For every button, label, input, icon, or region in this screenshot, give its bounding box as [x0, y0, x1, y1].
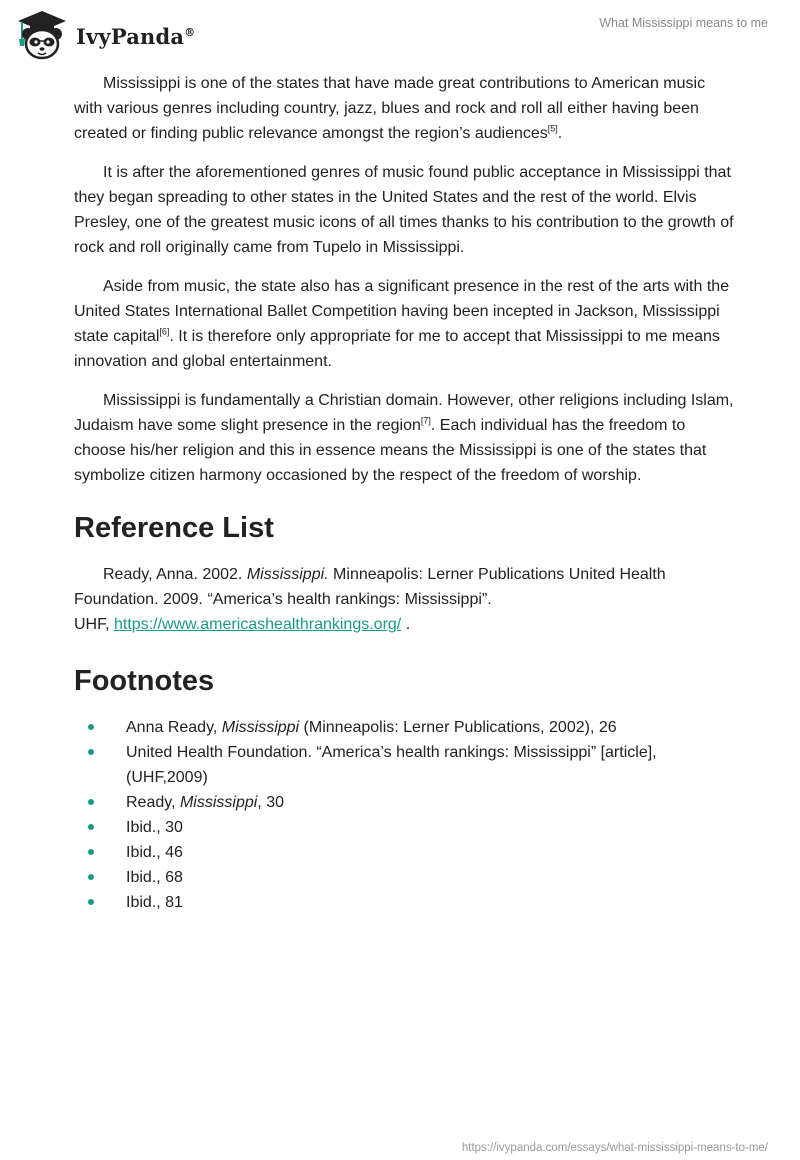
paragraph-text: Mississippi is fundamentally a Christian domain. However, other religions including Islam, Judaism have some slight presence in the region [74, 392, 734, 434]
registered-mark: ® [184, 25, 196, 39]
page-title: What Mississippi means to me [599, 16, 768, 30]
paragraph-elvis [74, 160, 734, 260]
footnote-text-end: (Minneapolis: Lerner Publications, 2002), 26 [299, 719, 617, 736]
footnote-italic: Mississippi [179, 794, 258, 811]
footnote-italic: Mississippi [221, 719, 300, 736]
footnote-text: Ibid., 46 [126, 844, 183, 861]
reference-text-end: . [401, 616, 411, 633]
bullet-dot-icon [88, 849, 94, 855]
reference-link[interactable]: https://www.americashealthrankings.org/ [114, 616, 402, 633]
panda-graduate-icon [14, 9, 70, 61]
paragraph-religion [74, 388, 734, 488]
footnote-text: Anna Ready, [126, 719, 222, 736]
bullet-dot-icon [88, 899, 94, 905]
footnote-ref-7[interactable]: [7] [420, 415, 431, 426]
footnote-ref-6[interactable]: [6] [159, 326, 170, 337]
page-url-footer[interactable]: https://ivypanda.com/essays/what-mississippi-means-to-me/ [461, 1142, 768, 1154]
footnote-item [74, 840, 734, 865]
footnote-text: Ready, [126, 794, 180, 811]
footnote-text: Ibid., 30 [126, 819, 183, 836]
footnote-item [74, 890, 734, 915]
reference-text: UHF, [74, 616, 114, 633]
footnote-item [74, 715, 734, 740]
reference-entry [74, 562, 734, 637]
footnote-text: Ibid., 81 [126, 894, 183, 911]
paragraph-text-end: . It is therefore only appropriate for me to accept that Mississippi to me means innovation and global entertainment. [74, 328, 720, 370]
brand-logo[interactable] [14, 9, 195, 61]
footnote-item [74, 865, 734, 890]
reference-book-title: Mississippi. [246, 566, 329, 583]
bullet-dot-icon [88, 874, 94, 880]
bullet-dot-icon [88, 724, 94, 730]
paragraph-text: Aside from music, the state also has a significant presence in the rest of the arts with the United States International Ballet Competition having been incepted in Jackson, Mississippi state capital [74, 278, 730, 345]
footnote-ref-5[interactable]: [5] [547, 123, 558, 134]
reference-text: Minneapolis: Lerner Publications United Health Foundation. 2009. “America’s health rankings: Mississippi”. [74, 566, 666, 608]
bullet-dot-icon [88, 749, 94, 755]
footnote-item [74, 740, 734, 790]
paragraph-music [74, 71, 734, 146]
page-header [0, 0, 800, 70]
paragraph-text: It is after the aforementioned genres of music found public acceptance in Mississippi that they began spreading to other states in the United States and the rest of the world. Elvis Presley, one of the greatest music icons of all times thanks to his contribution to the growth of rock and roll originally came from Tupelo in Mississippi. [74, 164, 734, 256]
footnote-text: Ibid., 68 [126, 869, 183, 886]
reference-text: Ready, Anna. 2002. [103, 566, 247, 583]
footnotes-heading: Footnotes [74, 665, 215, 697]
footnote-text: United Health Foundation. “America’s health rankings: Mississippi” [article], (UHF,2009) [126, 744, 657, 786]
essay-content [74, 71, 734, 915]
paragraph-text-end: . [557, 125, 563, 142]
brand-name [76, 24, 195, 49]
footnotes-list [74, 715, 734, 915]
bullet-dot-icon [88, 824, 94, 830]
paragraph-arts [74, 274, 734, 374]
footnote-text-end: , 30 [257, 794, 284, 811]
paragraph-text: Mississippi is one of the states that have made great contributions to American music with various genres including country, jazz, blues and rock and roll all either having been created or finding public relevance amongst the region’s audiences [74, 75, 706, 142]
brand-name-text: IvyPanda [76, 23, 185, 49]
footnote-item [74, 815, 734, 840]
reference-list-heading: Reference List [74, 512, 274, 544]
paragraph-text-end: . Each individual has the freedom to choose his/her religion and this in essence means the Mississippi is one of the states that symbolize citizen harmony occasioned by the respect of the freedom of worship. [74, 417, 707, 484]
footnote-item [74, 790, 734, 815]
bullet-dot-icon [88, 799, 94, 805]
